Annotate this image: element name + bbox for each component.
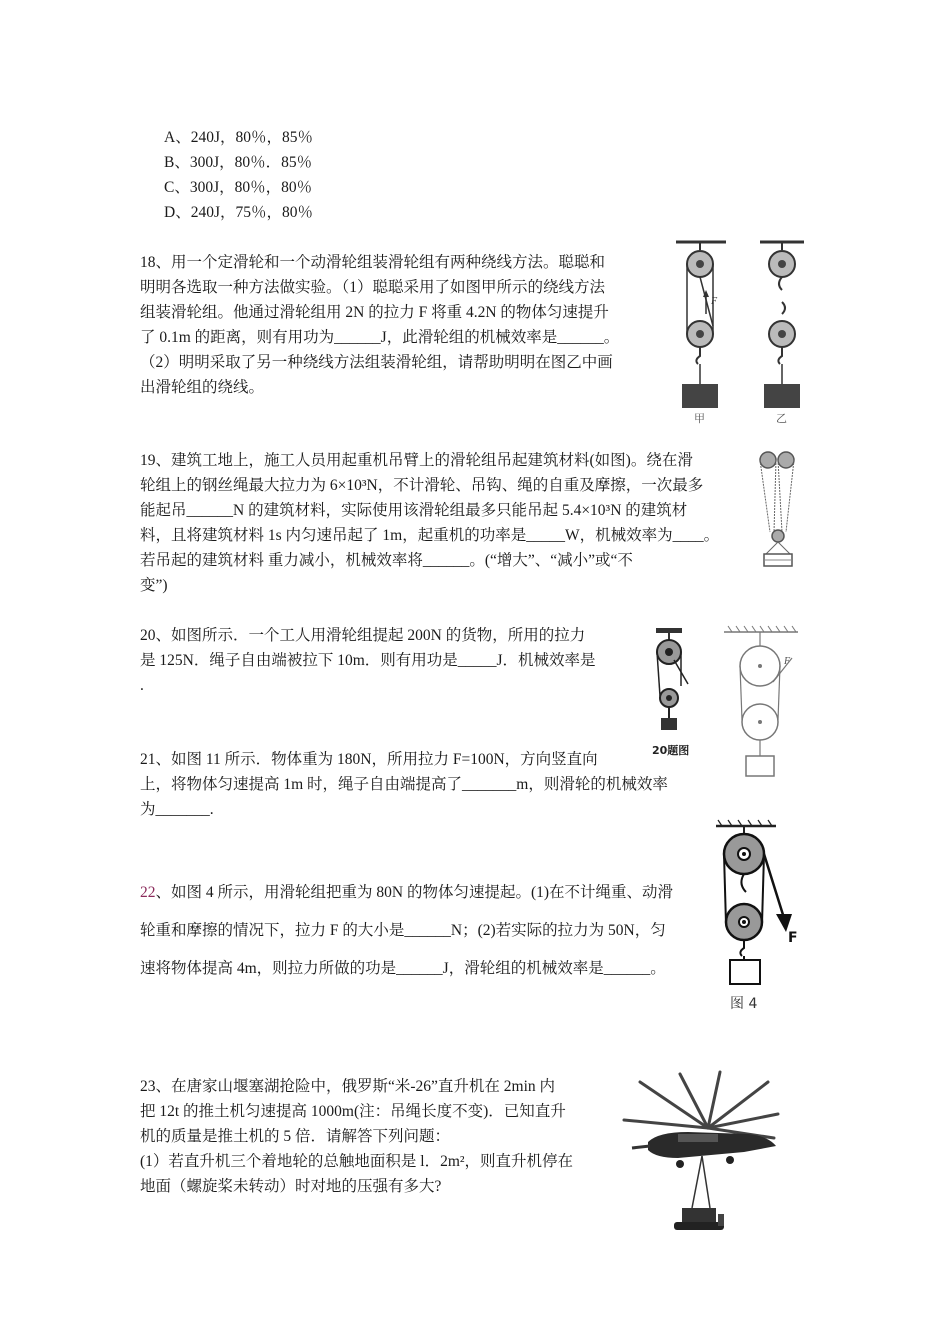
q18-line: 18、用一个定滑轮和一个动滑轮组装滑轮组有两种绕线方法。聪聪和	[140, 254, 606, 271]
q23-helicopter-image	[618, 1068, 790, 1240]
q20-line: 是 125N．绳子自由端被拉下 10m．则有用功是_____J．机械效率是	[140, 652, 596, 669]
q19-line: 能起吊______N 的建筑材料，实际使用该滑轮组最多只能吊起 5.4×10³N 的建筑材	[140, 502, 688, 519]
q18-label-jia: 甲	[694, 413, 705, 425]
q22-force-label: F	[788, 930, 798, 946]
q21-line: 为_______.	[140, 801, 214, 818]
q18-force-label: F	[711, 296, 718, 307]
option-d: D、240J，75％，80％	[164, 204, 313, 221]
q22-pulley-figure	[708, 818, 800, 1018]
q22-line-1	[140, 883, 673, 903]
option-a: A、240J，80％，85％	[164, 129, 313, 146]
q21-force-label: F	[784, 656, 791, 667]
q22-number: 22	[140, 884, 156, 901]
q23-line: 地面（螺旋桨未转动）时对地的压强有多大?	[140, 1178, 442, 1195]
q19-crane-pulley-figure	[756, 446, 800, 571]
q18-line: 明明各选取一种方法做实验。（1）聪聪采用了如图甲所示的绕线方法	[140, 279, 606, 296]
q18-line: 了 0.1m 的距离，则有用功为______J，此滑轮组的机械效率是______。	[140, 329, 620, 346]
q19-line: 轮组上的钢丝绳最大拉力为 6×10³N，不计滑轮、吊钩、绳的自重及摩擦，一次最多	[140, 477, 704, 494]
q18-pulley-figure	[668, 236, 808, 426]
q18-line: 组装滑轮组。他通过滑轮组用 2N 的拉力 F 将重 4.2N 的物体匀速提升	[140, 304, 609, 321]
q22-text: 、如图 4 所示，用滑轮组把重为 80N 的物体匀速提起。(1)在不计绳重、动滑	[155, 884, 674, 901]
q21-pulley-figure	[718, 624, 800, 784]
q18-line: 出滑轮组的绕线。	[140, 379, 265, 396]
q20-pulley-figure	[648, 626, 702, 761]
q22-line-3: 速将物体提高 4m，则拉力所做的功是______J，滑轮组的机械效率是______。	[140, 960, 666, 977]
option-b: B、300J，80％．85％	[164, 154, 313, 171]
q19-line: 若吊起的建筑材料 重力减小，机械效率将______。(“增大”、“减小”或“不	[140, 552, 633, 569]
option-c: C、300J，80％，80％	[164, 179, 313, 196]
q21-line: 21、如图 11 所示．物体重为 180N，所用拉力 F=100N，方向竖直向	[140, 751, 598, 768]
q22-line-2: 轮重和摩擦的情况下，拉力 F 的大小是______N；(2)若实际的拉力为 50N，匀	[140, 922, 666, 939]
q18-label-yi: 乙	[776, 413, 787, 425]
q23-line: 把 12t 的推土机匀速提高 1000m(注：吊绳长度不变)．已知直升	[140, 1103, 566, 1120]
q23-line: (1）若直升机三个着地轮的总触地面积是 l．2m²，则直升机停在	[140, 1153, 574, 1170]
q23-line: 机的质量是推土机的 5 倍．请解答下列问题：	[140, 1128, 451, 1145]
q19-line: 19、建筑工地上，施工人员用起重机吊臂上的滑轮组吊起建筑材料(如图)。绕在滑	[140, 452, 693, 469]
q22-figure-caption: 图 4	[730, 996, 758, 1012]
q19-line: 变”)	[140, 577, 168, 594]
q20-line: 20、如图所示．一个工人用滑轮组提起 200N 的货物，所用的拉力	[140, 627, 586, 644]
q23-line: 23、在唐家山堰塞湖抢险中，俄罗斯“米-26”直升机在 2min 内	[140, 1078, 556, 1095]
q21-line: 上，将物体匀速提高 1m 时，绳子自由端提高了_______m，则滑轮的机械效率	[140, 776, 668, 793]
q18-line: （2）明明采取了另一种绕线方法组装滑轮组，请帮助明明在图乙中画	[140, 354, 613, 371]
q20-line: .	[140, 677, 144, 694]
q19-line: 料，且将建筑材料 1s 内匀速吊起了 1m，起重机的功率是_____W，机械效率为____。	[140, 527, 720, 544]
q20-figure-caption: 20题图	[652, 744, 690, 757]
